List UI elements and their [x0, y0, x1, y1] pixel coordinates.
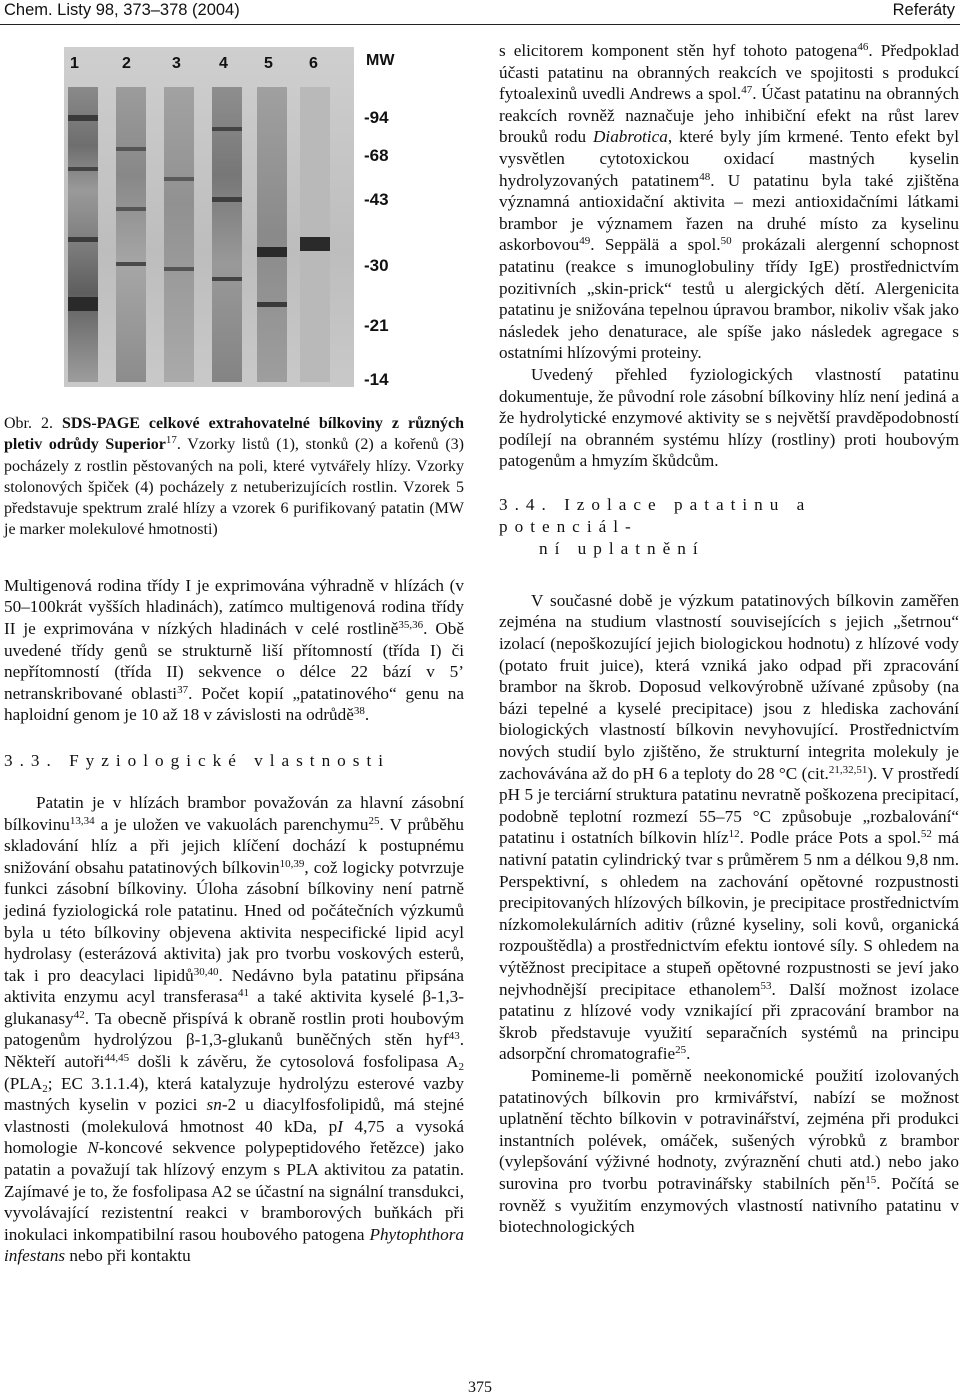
citation: 47 — [741, 84, 753, 97]
citation: 49 — [579, 235, 591, 248]
citation: 41 — [237, 987, 249, 1000]
citation: 44,45 — [104, 1052, 130, 1065]
gel-lane — [212, 87, 242, 382]
lane-label: 3 — [172, 55, 181, 72]
gel-lane — [116, 87, 146, 382]
running-header — [0, 0, 960, 30]
caption-title: SDS-PAGE celkové extrahovatelné bílkoviny z různých pletiv odrůdy Superior — [4, 415, 465, 454]
paragraph: Patatin je v hlízách brambor považován za hlavní zásobní bílkovinu$^{13,34}$ a je uložen ve vakuolách parenchymu$^{25}$. V průběhu skladování hlíz a při jejich klíčení dochází k postupnému snižování obsahu patatinových bílkovin$^{10,39}$, což logicky potvrzuje funkci zásobní bílkoviny. Úloha zásobní bílkoviny není patrně jediná fyziologická role patatinu. Hned od počátečních výzkumů byla u této bílkoviny objevena aktivita nespecifické lipid acyl hydrolasy (esterázová aktivita) jak pro tvorbu voskových esterů, tak i pro deacylaci lipidů$^{30,40}$. Nedávno byla patatinu připsána aktivita enzymu acyl transferasa$^{41}$ a také aktivita kyselé β-1,3-glukanasy$^{42}$. Ta obecně přispívá k obraně rostlin proti houbovým patogenům hydrolýzou β-1,3-glukanů buněčných stěn hyf$^{43}$. Někteří autoři$^{44,45}$ došli k závěru, že cytosolová fosfolipasa $A_2$ ($PLA_2$; EC 3.1.1.4), která katalyzuje hydrolýzu esterové vazby mastných kyselin v pozici sn-2 u diacylfosfolipidů, má stejné vlastnosti (molekulová hmotnost 40 kDa, pI 4,75 a vysoká homologie N-koncové sekvence polypeptidového řetězce) jako patatin a považují tak hlízový enzym s PLA aktivitou za patatin. Zajímavé je to, že fosfolipasa A2 se účastní na signální transdukci, vyvolávající rezistentní reakci v bramborových buňkách při inokulaci inkompatibilní rasou houbového patogena Phytophthora infestans nebo při kontaktu — [4, 792, 464, 1266]
citation: 35,36 — [398, 618, 424, 631]
mw-marker: -21 — [364, 316, 389, 335]
caption-label: Obr. 2. — [4, 415, 53, 432]
gel-lane — [257, 87, 287, 382]
citation: 30,40 — [193, 965, 219, 978]
citation: 48 — [699, 170, 711, 183]
mw-marker: -68 — [364, 146, 389, 165]
journal-citation: Chem. Listy 98, 373–378 (2004) — [4, 1, 240, 19]
citation: 38 — [353, 705, 365, 718]
paragraph: V současné době je výzkum patatinových bílkovin zaměřen zejména na studium vlastností souvisejících s jejich „šetrnou“ izolací (nepoškozující jejich biologickou hodnotu) z hlízové vody (potato fruit juice), která vzniká jako odpad při zpracování brambor na škrob. Doposud velkovýrobně užívané způsoby (na bázi tepelné a kyselé precipitace) jsou z hlediska zachování biologických vlastností bílkovin nevyhovující. Prostřednictvím nových studií bylo zjištěno, že strukturní integrita molekuly je zachovávána až do pH 6 a teploty do 28 °C (cit.$^{21,32,51}$). V prostředí pH 5 je terciární struktura patatinu nevratně poškozena precipitací, podobně teplotní rozmezí 55–75 °C způsobuje „rozbalování“ patatinu i ostatních bílkovin hlíz$^{12}$. Podle práce Pots a spol.$^{52}$ má nativní patatin cylindrický tvar s průměrem 5 nm a délkou 9,8 nm. Perspektivní, s ohledem na zachování opětovné rozpustnosti precipitovaných hlízových bílkovin, je precipitace prostřednictvím nízkomolekulárních aditiv (různé kyseliny, soli kovů, organická rozpouštědla) a prostřednictvím efektu iontové síly. S ohledem na výtěžnost precipitace a stupeň opětovné rozpustnosti se jeví jako nejvhodnější precipitace ethanolem$^{53}$. Další možnost izolace patatinu z hlízové vody vznikající při zpracování brambor na škrob představuje využití separačních systémů na principu adsorpční chromatografie$^{25}$. — [499, 590, 960, 1064]
citation: 12 — [728, 828, 740, 841]
gel-image — [64, 47, 354, 387]
citation: 52 — [920, 828, 932, 841]
lane-label: 4 — [219, 55, 228, 72]
citation: 46 — [857, 41, 869, 53]
citation: 25 — [368, 814, 380, 827]
section-heading: 3.3. Fyziologické vlastnosti — [4, 750, 391, 770]
citation: 53 — [760, 979, 772, 992]
citation: 10,39 — [279, 857, 305, 870]
figure-caption — [4, 413, 464, 541]
mw-marker: -14 — [364, 370, 389, 389]
mw-marker: -43 — [364, 190, 389, 209]
section-heading: 3.4. Izolace patatinu a potenciál- ní uplatnění — [499, 494, 812, 558]
gel-lane — [300, 87, 330, 382]
species-name: Phytophthora infestans — [4, 1224, 464, 1266]
lane-label: 5 — [264, 55, 273, 72]
citation: 15 — [865, 1173, 877, 1186]
right-column — [499, 40, 959, 1238]
citation: 42 — [73, 1008, 85, 1021]
lane-label: 1 — [70, 55, 79, 72]
paragraph: Uvedený přehled fyziologických vlastností patatinu dokumentuje, že původní role zásobní bílkoviny hlíz není jediná a že hydrolytické enzymové aktivity se s největší pravděpodobností podílejí na obranném systému hlízy (rostliny) proti houbovým patogenům a hmyzím škůdcům. — [499, 364, 959, 471]
citation: 17 — [165, 434, 177, 447]
paragraph: s elicitorem komponent stěn hyf tohoto patogena$^{46}$. Předpoklad účasti patatinu na obranných reakcích ve spojitosti s produkcí fytoalexinů uvedli Andrews a spol.$^{47}$. Účast patatinu na obranných reakcích rovněž naznačuje jeho inhibiční efekt na růst larev brouků rodu Diabrotica, které byly jím krmené. Tento efekt byl vysvětlen cytotoxickou oxidací mastných kyselin hydrolyzovaných patatinem$^{48}$. U patatinu byla také zjištěna významná antioxidační aktivita – mezi antioxidačními látkami brambor je významem řazen na druhé místo za kyselinu askorbovou$^{49}$. Seppälä a spol.$^{50}$ prokázali alergenní schopnost patatinu (reakce s imunoglobuliny třídy IgE) prostřednictvím pozitivních „skin-prick“ testů u alergických dětí. Alergenicita patatinu je snižována tepelnou úpravou brambor, nikoliv však jako následek jeho denaturace, ale spíše jako následek agregace s ostatními hlízovými proteiny. — [499, 41, 960, 363]
lane-label: 6 — [309, 55, 318, 72]
citation: 13,34 — [69, 814, 95, 827]
left-column — [4, 40, 464, 1267]
mw-marker: -30 — [364, 256, 389, 275]
mw-label: MW — [366, 52, 395, 69]
gel-lane — [68, 87, 98, 382]
caption-text: . Vzorky listů (1), stonků (2) a kořenů (3) pocházely z rostlin pěstovaných na poli, které vytvářely hlízy. Vzorky stolonových špiček (4) pocházely z netuberizujících rostlin. Vzorek 5 představuje spektrum zralé hlízy a vzorek 6 purifikovaný patatin (MW je marker molekulové hmotnosti) — [4, 436, 464, 539]
paragraph: Pomineme-li poměrně neekonomické použití izolovaných patatinových bílkovin pro krmivářství, nabízí se možnost uplatnění těchto bílkovin v potravinářství, zejména při produkci instantních polévek, omáček, sušených výrobků z brambor (vylepšování výživné hodnoty, zvýraznění chuti atd.) nebo jako surovina pro tvorbu potravinářsky stabilních pěn$^{15}$. Počítá se rovněž s využitím enzymových vlastností nativního patatinu v biotechnologických — [499, 1065, 959, 1237]
paragraph: Multigenová rodina třídy I je exprimována výhradně v hlízách (v 50–100krát vyšších hladinách), zatímco multigenová rodina třídy II je exprimována v nízkých hladinách v celé rostlině$^{35,36}$. Obě uvedené třídy genů se strukturně liší přítomností (třída I) či nepřítomností (třída II) sekvence o délce 22 bází v 5’ netranskribované oblasti$^{37}$. Počet kopií „patatinového“ genu na haploidní genom je 10 až 18 v závislosti na odrůdě$^{38}$. — [4, 575, 464, 725]
genus-name: Diabrotica — [593, 127, 668, 147]
gel-lane — [164, 87, 194, 382]
header-rule — [0, 24, 960, 25]
page-number: 375 — [468, 1379, 492, 1396]
figure-sds-page — [4, 40, 464, 395]
citation: 37 — [177, 683, 189, 696]
mw-marker: -94 — [364, 108, 389, 127]
section-name: Referáty — [892, 1, 955, 19]
citation: 21,32,51 — [828, 763, 868, 776]
lane-label: 2 — [122, 55, 131, 72]
citation: 43 — [448, 1030, 460, 1043]
citation: 50 — [720, 235, 732, 248]
citation: 25 — [675, 1044, 687, 1057]
